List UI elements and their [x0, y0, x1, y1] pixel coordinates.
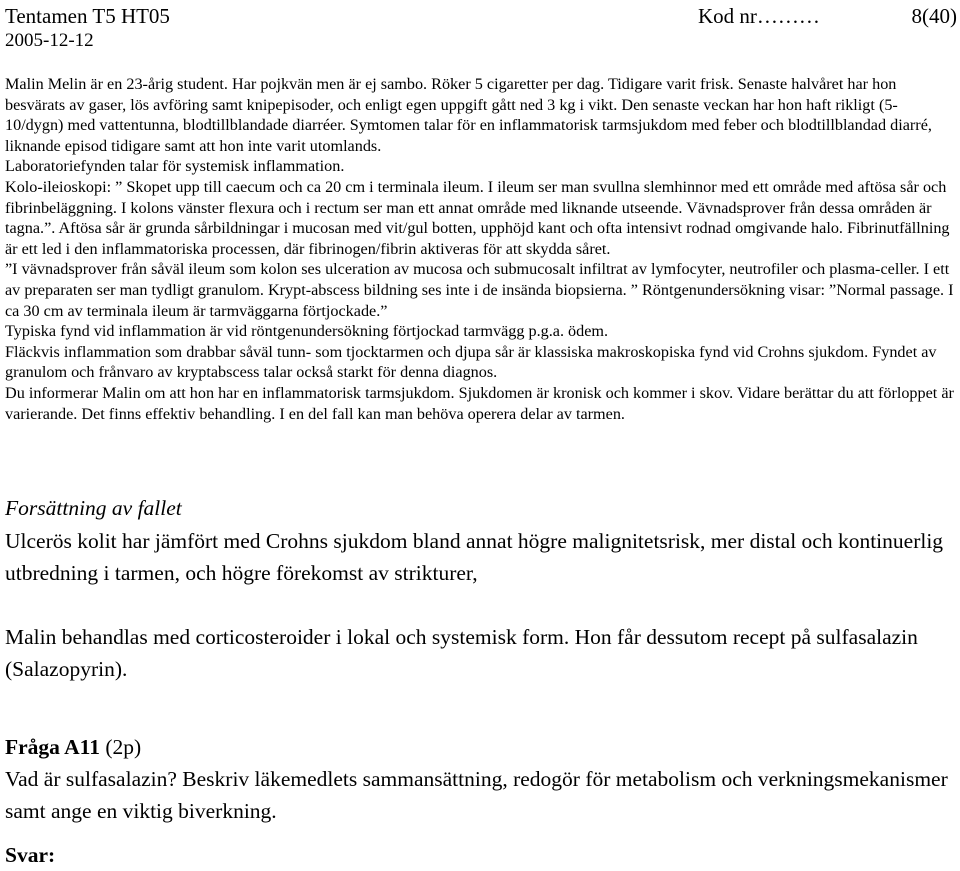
case-paragraph: Kolo-ileioskopi: ” Skopet upp till caecum och ca 20 cm i terminala ileum. I ileum ser man svullna slemhinnor med ett område med aftösa sår och fibrinbeläggning. I kolons vänster flexura och i rectum ser man ett annat område med liknande utseende. Vävnadsprover från dessa områden är tagna.”. Aftösa sår är grunda sårbildningar i mucosan med vit/gul botten, upphöjd kant och ofta intensivt rodnad omgivande halo. Fibrinutfällning är ett led i den inflammatoriska processen, där fibrinogen/fibrin aktiveras för att skydda såret. [5, 177, 950, 258]
question-title: Fråga A11 [5, 735, 100, 759]
case-paragraph: Malin Melin är en 23-årig student. Har pojkvän men är ej sambo. Röker 5 cigaretter per dag. Tidigare varit frisk. Senaste halvåret har hon besvärats av gaser, lös avföring samt knipepisoder, och enligt egen uppgift gått ned 3 kg i vikt. Den senaste veckan har hon haft rikligt (5-10/dygn) med vattentunna, blodtillblandade diarréer. Symtomen talar för en inflammatorisk tarmsjukdom med feber och blodtillblandad diarré, liknande episod tidigare samt att hon inte varit utomlands. [5, 75, 932, 155]
continuation-paragraph: Malin behandlas med corticosteroider i lokal och systemisk form. Hon får dessutom recept på sulfasalazin (Salazopyrin). [5, 625, 918, 681]
question-heading [5, 731, 950, 763]
continuation-heading: Forsättning av fallet [5, 496, 182, 520]
case-paragraph: Fläckvis inflammation som drabbar såväl tunn- som tjocktarmen och djupa sår är klassiska makroskopiska fynd vid Crohns sjukdom. Fyndet av granulom och frånvaro av kryptabscess talar också starkt för denna diagnos. [5, 342, 937, 382]
page-number: 8(40) [911, 4, 957, 28]
case-paragraph: Typiska fynd vid inflammation är vid röntgenundersökning förtjockad tarmvägg p.g.a. ödem. [5, 322, 609, 341]
question-block [5, 731, 950, 827]
continuation-paragraph: Ulcerös kolit har jämfört med Crohns sjukdom bland annat högre malignitetsrisk, mer distal och kontinuerlig utbredning i tarmen, och högre förekomst av strikturer, [5, 529, 944, 585]
question-text: Vad är sulfasalazin? Beskriv läkemedlets sammansättning, redogör för metabolism och verkningsmekanismer samt ange en viktig biverkning. [5, 767, 948, 823]
exam-title: Tentamen T5 HT05 [5, 4, 170, 28]
page-header [5, 2, 957, 62]
case-description [5, 74, 955, 424]
code-number-label: Kod nr……… [698, 4, 820, 28]
continuation-text [5, 525, 950, 685]
question-points: (2p) [99, 735, 142, 759]
answer-label: Svar: [5, 843, 56, 867]
case-paragraph: Laboratoriefynden talar för systemisk inflammation. [5, 157, 345, 176]
exam-date: 2005-12-12 [5, 30, 94, 51]
case-paragraph: ”I vävnadsprover från såväl ileum som kolon ses ulceration av mucosa och submucosalt infiltrat av lymfocyter, neutrofiler och plasma-celler. I ett av preparaten ser man tydligt granulom. Krypt-abscess bildning ses inte i de insända biopsierna. ” Röntgenundersökning visar: ”Normal passage. I ca 30 cm av terminala ileum är tarmväggarna förtjockade.” [5, 260, 954, 320]
case-paragraph: Du informerar Malin om att hon har en inflammatorisk tarmsjukdom. Sjukdomen är kronisk och kommer i skov. Vidare berättar du att förloppet är varierande. Det finns effektiv behandling. I en del fall kan man behöva operera delar av tarmen. [5, 383, 954, 423]
